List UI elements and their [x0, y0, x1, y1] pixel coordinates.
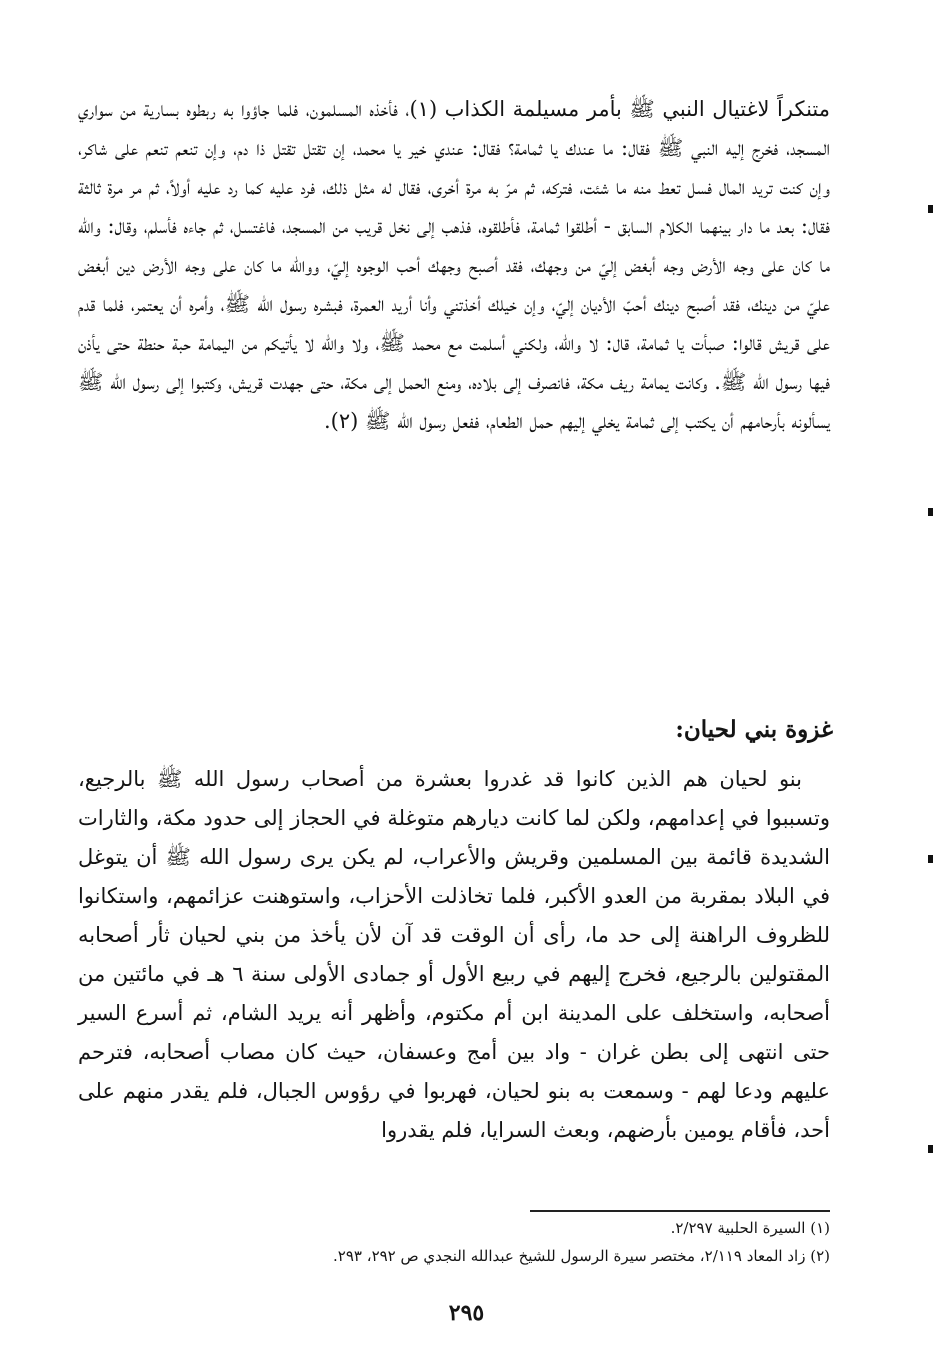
- footnote-1: (١) السيرة الحلبية ٢/٢٩٧.: [670, 1219, 830, 1237]
- margin-binding-mark: [928, 508, 933, 516]
- paragraph-bani-lihyan: [78, 760, 830, 1150]
- margin-binding-mark: [928, 1145, 933, 1153]
- footnotes: [110, 1214, 830, 1270]
- paragraph-1-text: متنكراً لاغتيال النبي ﷺ بأمر مسيلمة الكذاب (١)، فأخذه المسلمون، فلما جاؤوا به ربطوه بسارية من سواري المسجد، فخرج إليه النبي ﷺ فقال: ما عندك يا ثمامة؟ فقال: عندي خير يا محمد، إن تقتل تقتل ذا دم، وإن تنعم تنعم على شاكر، وإن كنت تريد المال فسل تعط منه ما شئت، فتركه، ثم مرّ به مرة أخرى، فقال له مثل ذلك، فرد عليه كما رد عليه أولاً، ثم مر مرة ثالثة فقال: بعد ما دار بينهما الكلام السابق - أطلقوا ثمامة، فأطلقوه، فذهب إلى نخل قريب من المسجد، فاغتسل، ثم جاءه فأسلم، وقال: والله ما كان على وجه الأرض وجه أبغض إليّ من وجهك، فقد أصبح وجهك أحب الوجوه إليّ، ووالله ما كان على وجه الأرض دين أبغض عليّ من دينك، فقد أصبح دينك أحبّ الأديان إليّ، وإن خيلك أخذتني وأنا أريد العمرة، فبشره رسول الله ﷺ، وأمره أن يعتمر، فلما قدم على قريش قالوا: صبأت يا ثمامة، قال: لا والله، ولكني أسلمت مع محمد ﷺ، ولا والله لا يأتيكم من اليمامة حبة حنطة حتى يأذن فيها رسول الله ﷺ. وكانت يمامة ريف مكة، فانصرف إلى بلاده، ومنع الحمل إلى مكة، حتى جهدت قريش، وكتبوا إلى رسول الله ﷺ يسألونه بأرحامهم أن يكتب إلى ثمامة يخلي إليهم حمل الطعام، ففعل رسول الله ﷺ (٢).: [78, 97, 830, 433]
- page-number: ٢٩٥: [448, 1300, 485, 1326]
- margin-binding-mark: [928, 205, 933, 213]
- footnote-divider: [530, 1210, 830, 1212]
- margin-binding-mark: [928, 855, 933, 863]
- section-heading: غزوة بني لحيان:: [675, 716, 833, 743]
- footnote-2: (٢) زاد المعاد ٢/١١٩، مختصر سيرة الرسول للشيخ عبدالله النجدي ص ٢٩٢، ٢٩٣.: [333, 1247, 830, 1265]
- paragraph-2-text: بنو لحيان هم الذين كانوا قد غدروا بعشرة من أصحاب رسول الله ﷺ بالرجيع، وتسببوا في إعدامهم، ولكن لما كانت ديارهم متوغلة في الحجاز إلى حدود مكة، والثارات الشديدة قائمة بين المسلمين وقريش والأعراب، لم يكن يرى رسول الله ﷺ أن يتوغل في البلاد بمقربة من العدو الأكبر، فلما تخاذلت الأحزاب، واستوهنت عزائمهم، واستكانوا للظروف الراهنة إلى حد ما، رأى أن الوقت قد آن لأن يأخذ من بني لحيان ثأر أصحابه المقتولين بالرجيع، فخرج إليهم في ربيع الأول أو جمادى الأولى سنة ٦ هـ في مائتين من أصحابه، واستخلف على المدينة ابن أم مكتوم، وأظهر أنه يريد الشام، ثم أسرع السير حتى انتهى إلى بطن غران - واد بين أمج وعسفان، حيث كان مصاب أصحابه، فترحم عليهم ودعا لهم - وسمعت به بنو لحيان، فهربوا في رؤوس الجبال، فلم يقدر منهم على أحد، فأقام يومين بأرضهم، وبعث السرايا، فلم يقدروا: [78, 767, 830, 1142]
- paragraph-thumama: [78, 90, 830, 441]
